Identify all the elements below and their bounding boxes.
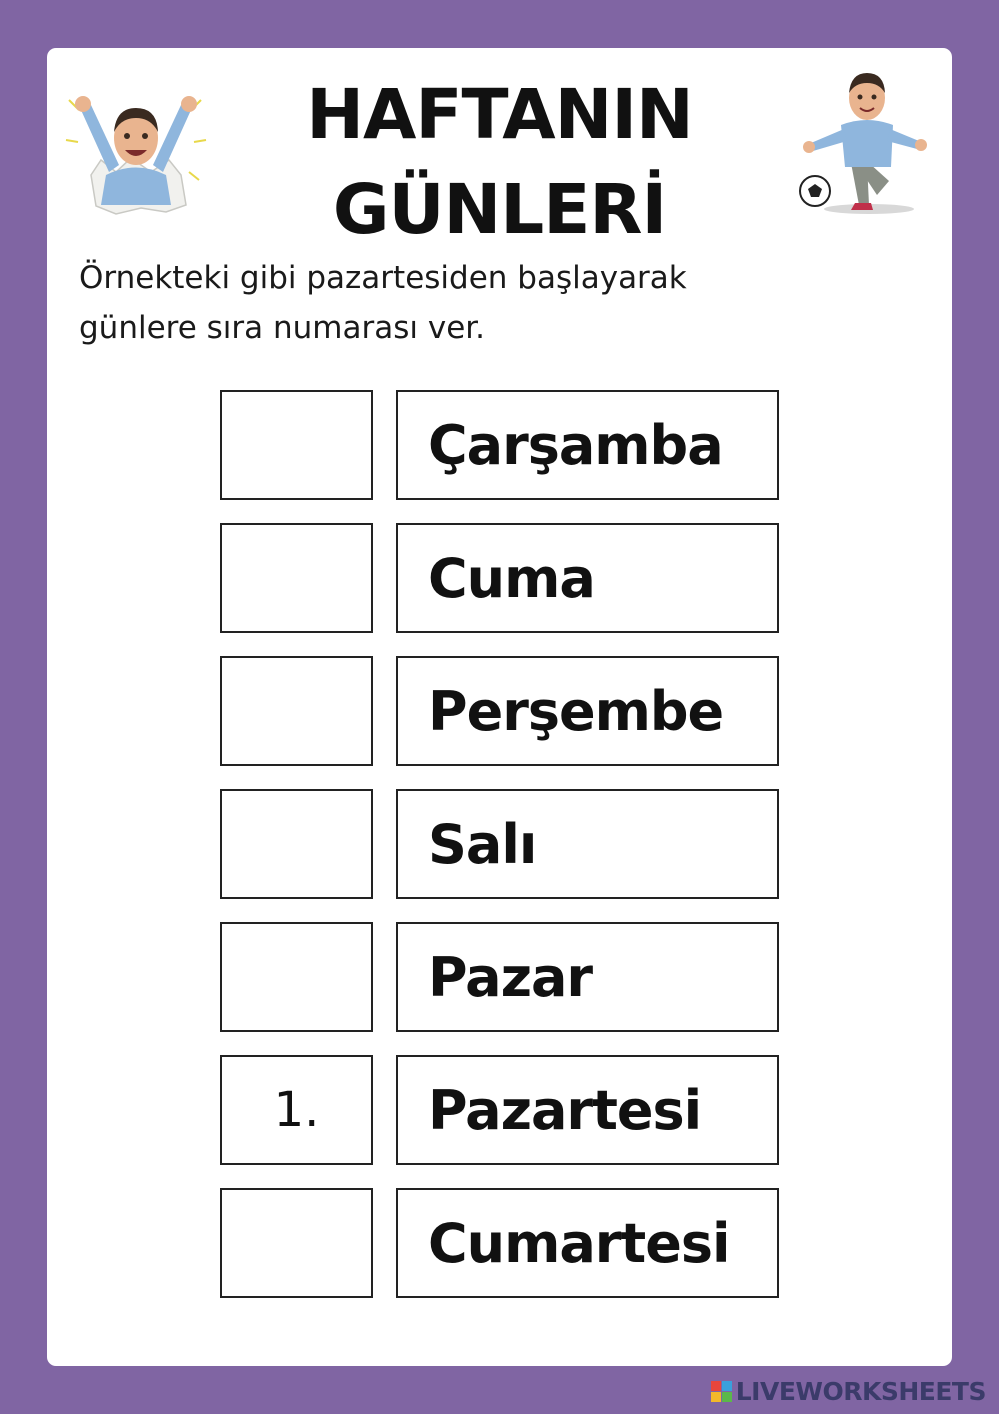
day-row xyxy=(220,789,780,899)
title-line-2: GÜNLERİ xyxy=(332,170,667,250)
liveworksheets-logo[interactable] xyxy=(711,1376,986,1406)
logo-text: LIVEWORKSHEETS xyxy=(735,1376,986,1406)
day-row xyxy=(220,390,780,500)
instruction-text xyxy=(79,253,919,353)
order-number-box[interactable] xyxy=(220,1188,373,1298)
day-name-box: Cumartesi xyxy=(396,1188,779,1298)
order-number-box[interactable] xyxy=(220,789,373,899)
order-number-box[interactable] xyxy=(220,523,373,633)
instruction-line-1: Örnekteki gibi pazartesiden başlayarak xyxy=(79,260,687,296)
order-number-box[interactable] xyxy=(220,390,373,500)
days-list xyxy=(220,390,780,1321)
day-row xyxy=(220,1055,780,1165)
day-name-box: Perşembe xyxy=(396,656,779,766)
day-name-box: Pazar xyxy=(396,922,779,1032)
day-name-box: Salı xyxy=(396,789,779,899)
day-row xyxy=(220,523,780,633)
day-row xyxy=(220,656,780,766)
day-row xyxy=(220,1188,780,1298)
day-row xyxy=(220,922,780,1032)
title-line-1: HAFTANIN xyxy=(306,75,693,155)
page-title xyxy=(297,68,702,258)
cheering-man-illustration xyxy=(61,80,211,220)
day-name-box: Pazartesi xyxy=(396,1055,779,1165)
day-name-box: Çarşamba xyxy=(396,390,779,500)
instruction-line-2: günlere sıra numarası ver. xyxy=(79,310,486,346)
order-number-box[interactable] xyxy=(220,922,373,1032)
day-name-box: Cuma xyxy=(396,523,779,633)
liveworksheets-logo-icon xyxy=(711,1381,732,1402)
worksheet-page xyxy=(47,48,952,1366)
order-number-box[interactable] xyxy=(220,656,373,766)
order-number-box-example: 1. xyxy=(220,1055,373,1165)
soccer-man-illustration xyxy=(789,63,937,218)
